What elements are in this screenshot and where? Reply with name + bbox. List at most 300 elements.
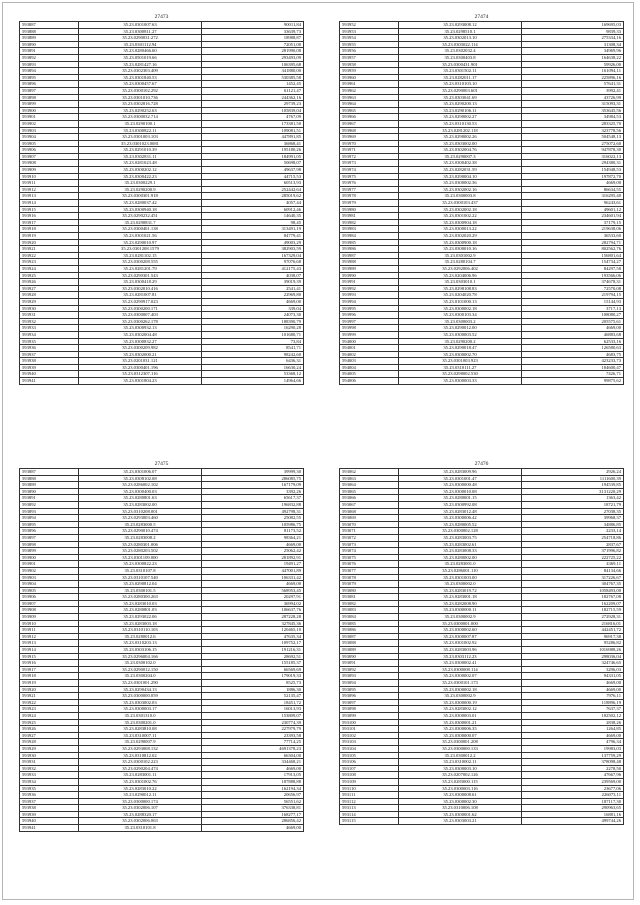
table-row <box>20 792 304 799</box>
row-code-cell: 35.23.0300301.918 <box>79 193 202 200</box>
row-id-cell: 593090 <box>340 653 399 660</box>
table-row <box>20 640 304 647</box>
table-row <box>20 331 304 338</box>
row-id-cell: 593076 <box>340 561 399 568</box>
row-code-cell: 35.23.0302020.29 <box>399 233 522 240</box>
row-id-cell: 593981 <box>340 213 399 220</box>
table-row <box>20 94 304 101</box>
row-amount-cell: 59926,00 <box>522 61 624 68</box>
row-id-cell: 593952 <box>340 22 399 29</box>
row-code-cell: 35.23.0280037.42 <box>79 200 202 207</box>
row-code-cell: 35.23.0282008.90 <box>399 600 522 607</box>
table-row <box>340 633 624 640</box>
table-row <box>340 378 624 385</box>
table-row <box>20 541 304 548</box>
row-amount-cell: 39999,30 <box>202 469 304 476</box>
row-code-cell: 35.23.0280012.6 <box>79 633 202 640</box>
table-row <box>20 358 304 365</box>
row-amount-cell: 353645,56 <box>522 107 624 114</box>
row-id-cell: 593915 <box>20 206 79 213</box>
row-amount-cell: 105839,04 <box>202 107 304 114</box>
row-id-cell: 593927 <box>20 285 79 292</box>
row-amount-cell: 14964,66 <box>202 378 304 385</box>
table-row <box>20 292 304 299</box>
row-amount-cell: 4669,00 <box>202 825 304 832</box>
table-row <box>20 693 304 700</box>
table-row <box>340 74 624 81</box>
row-id-cell: 593986 <box>340 246 399 253</box>
row-code-cell: 35.23.0280005.52 <box>399 521 522 528</box>
row-code-cell: 35.23.0310006.108 <box>399 805 522 812</box>
row-amount-cell: 244362,16 <box>202 94 304 101</box>
table-row <box>20 653 304 660</box>
row-id-cell: 593069 <box>340 515 399 522</box>
row-code-cell: 35.23.0290012.150 <box>79 666 202 673</box>
row-code-cell: 35.23.0301021.56 <box>79 233 202 240</box>
table-row <box>20 147 304 154</box>
row-id-cell: 593929 <box>20 745 79 752</box>
table-row <box>20 587 304 594</box>
row-amount-cell: 239569,00 <box>522 778 624 785</box>
table-row <box>340 600 624 607</box>
table-row <box>340 35 624 42</box>
row-amount-cell: 37179,15 <box>522 219 624 226</box>
row-amount-cell: 184991,05 <box>202 153 304 160</box>
row-code-cell: 35.23.0310007.11 <box>79 732 202 739</box>
row-amount-cell: 8541,71 <box>202 345 304 352</box>
row-code-cell: 35.23.0501019.66 <box>79 54 202 61</box>
row-code-cell: 35.23.0281102.15 <box>79 252 202 259</box>
table-row <box>20 153 304 160</box>
row-id-cell: 593920 <box>20 686 79 693</box>
row-id-cell: 593956 <box>340 48 399 55</box>
row-id-cell: 593099 <box>340 712 399 719</box>
row-id-cell: 593900 <box>20 554 79 561</box>
row-code-cell: 35.23.0301001.47 <box>399 475 522 482</box>
row-id-cell: 593905 <box>20 587 79 594</box>
row-code-cell: 35.23.0300003.52 <box>399 331 522 338</box>
row-code-cell: 35.23.0301840.53 <box>79 74 202 81</box>
table-row <box>20 521 304 528</box>
row-id-cell: 593925 <box>20 272 79 279</box>
table-row <box>20 620 304 627</box>
row-code-cell: 35.23.0300832.27 <box>79 338 202 345</box>
row-amount-cell: 105986,75 <box>202 521 304 528</box>
row-id-cell: 593086 <box>340 627 399 634</box>
row-id-cell: 593980 <box>340 206 399 213</box>
row-id-cell: 593902 <box>20 567 79 574</box>
row-amount-cell: 36994,02 <box>202 600 304 607</box>
table-row <box>20 633 304 640</box>
row-code-cell: 35.23.0300000.48 <box>399 482 522 489</box>
table-row <box>340 226 624 233</box>
row-amount-cell: 530385,58 <box>202 74 304 81</box>
table-row <box>340 153 624 160</box>
row-amount-cell: 16013,93 <box>202 706 304 713</box>
table-row <box>340 285 624 292</box>
row-code-cell: 35.23.0303112.23 <box>399 653 522 660</box>
row-id-cell: 593903 <box>20 574 79 581</box>
row-id-cell: 593940 <box>20 818 79 825</box>
row-amount-cell: 275334,16 <box>522 35 624 42</box>
row-id-cell: 593905 <box>20 140 79 147</box>
row-id-cell: 593985 <box>340 239 399 246</box>
row-id-cell: 593074 <box>340 548 399 555</box>
row-id-cell: 593897 <box>20 87 79 94</box>
row-code-cell: 35.23.0300007.87 <box>399 633 522 640</box>
row-code-cell: 35.23.0280466.60 <box>79 48 202 55</box>
row-code-cell: 35.23.0300202.12 <box>79 167 202 174</box>
row-code-cell: 35.23.0300003.2 <box>399 318 522 325</box>
table-row <box>20 600 304 607</box>
table-row <box>340 521 624 528</box>
table-row <box>20 706 304 713</box>
row-code-cell: 35.23.0280001.15 <box>399 495 522 502</box>
row-code-cell: 35.23.0283012.48 <box>399 508 522 515</box>
row-amount-cell: 4057,44 <box>202 200 304 207</box>
row-code-cell: 35.23.0301002.9 <box>399 252 522 259</box>
row-id-cell: 593965 <box>340 107 399 114</box>
row-code-cell: 35.23.0281201.79 <box>79 265 202 272</box>
row-amount-cell: 1264,85 <box>522 726 624 733</box>
row-id-cell: 593919 <box>20 233 79 240</box>
row-amount-cell: 167179,09 <box>202 482 304 489</box>
row-id-cell: 593994 <box>340 298 399 305</box>
row-id-cell: 593937 <box>20 798 79 805</box>
row-code-cell: 35.23.0290204.474 <box>79 765 202 772</box>
table-row <box>20 581 304 588</box>
row-amount-cell: 34969,96 <box>522 48 624 55</box>
row-code-cell: 35.23.0298108.83 <box>399 285 522 292</box>
row-code-cell: 35.23.0301002.92 <box>399 640 522 647</box>
row-code-cell: 35.23.0300002.128 <box>399 528 522 535</box>
row-id-cell: 593081 <box>340 594 399 601</box>
row-amount-cell: 18721,79 <box>522 501 624 508</box>
row-code-cell: 35.23.0300002.70 <box>399 351 522 358</box>
row-amount-cell: 3131220,29 <box>522 488 624 495</box>
row-amount-cell: 47635,34 <box>202 633 304 640</box>
row-id-cell: 593890 <box>20 488 79 495</box>
row-code-cell: 35.23.0290200.2 <box>399 338 522 345</box>
row-amount-cell: 154734,27 <box>522 259 624 266</box>
table-row <box>340 541 624 548</box>
table-row <box>20 469 304 476</box>
row-id-cell: 593907 <box>20 153 79 160</box>
table-row <box>340 180 624 187</box>
row-amount-cell: 106637,76 <box>202 607 304 614</box>
row-amount-cell: 27038,35 <box>522 508 624 515</box>
row-amount-cell: 109752,17 <box>202 640 304 647</box>
row-code-cell: 35.23.0310111.27 <box>399 364 522 371</box>
row-amount-cell: 4669,00 <box>522 680 624 687</box>
row-code-cell: 35.23.0310107.8 <box>79 567 202 574</box>
table-row <box>340 680 624 687</box>
row-amount-cell: 156801,64 <box>522 252 624 259</box>
row-amount-cell: 49003,29 <box>202 239 304 246</box>
row-id-cell: 593887 <box>20 22 79 29</box>
row-id-cell: 593921 <box>20 693 79 700</box>
row-id-cell: 593893 <box>20 508 79 515</box>
row-id-cell: 593932 <box>20 765 79 772</box>
row-id-cell: 593941 <box>20 825 79 832</box>
table-row <box>20 285 304 292</box>
row-id-cell: 593080 <box>340 587 399 594</box>
table-row <box>340 719 624 726</box>
row-amount-cell: 182767,08 <box>522 594 624 601</box>
row-code-cell: 35.23.0302816.728 <box>79 101 202 108</box>
table-row <box>20 246 304 253</box>
row-code-cell: 35.23.0290018.47 <box>399 345 522 352</box>
row-amount-cell: 16630,24 <box>202 364 304 371</box>
row-id-cell: 593933 <box>20 772 79 779</box>
row-id-cell: 593993 <box>340 292 399 299</box>
row-code-cell: 35.23.0300003.33 <box>399 378 522 385</box>
row-amount-cell: 6436,31 <box>202 358 304 365</box>
row-amount-cell: 281990,08 <box>202 48 304 55</box>
row-id-cell: 593911 <box>20 627 79 634</box>
row-id-cell: 593933 <box>20 325 79 332</box>
row-id-cell: 593913 <box>20 193 79 200</box>
row-amount-cell: 4669,00 <box>522 686 624 693</box>
row-code-cell: 35.23.0290200.13 <box>399 101 522 108</box>
row-code-cell: 35.23.0283002.12 <box>399 706 522 713</box>
table-row <box>20 594 304 601</box>
row-id-cell: 593073 <box>340 541 399 548</box>
row-amount-cell: 96243,61 <box>522 200 624 207</box>
row-id-cell: 593968 <box>340 127 399 134</box>
row-code-cell: 35.23.0283008.33 <box>399 548 522 555</box>
row-amount-cell: 96917,38 <box>522 633 624 640</box>
row-code-cell: 35.23.0300002.36 <box>399 180 522 187</box>
table-row <box>340 54 624 61</box>
row-id-cell: 593077 <box>340 567 399 574</box>
row-id-cell: 593922 <box>20 699 79 706</box>
row-code-cell: 35.23.0300000.059 <box>79 693 202 700</box>
records-table <box>339 21 624 385</box>
table-row <box>20 732 304 739</box>
row-code-cell: 35.23.0300457.67 <box>79 81 202 88</box>
row-id-cell: 593070 <box>340 521 399 528</box>
row-amount-cell: 62533,16 <box>522 338 624 345</box>
row-amount-cell: 184600,47 <box>522 364 624 371</box>
row-code-cell: 35.23.0290812.04 <box>79 581 202 588</box>
row-code-cell: 35.23.0301208.1579 <box>79 246 202 253</box>
row-amount-cell: 196832,88 <box>202 501 304 508</box>
row-code-cell: 35.23.0310812.02 <box>79 752 202 759</box>
row-amount-cell: 412175,43 <box>202 265 304 272</box>
row-amount-cell: 84779,41 <box>202 233 304 240</box>
table-row <box>20 127 304 134</box>
row-amount-cell: 188390,79 <box>202 318 304 325</box>
table-row <box>20 120 304 127</box>
row-id-cell: 593067 <box>340 501 399 508</box>
table-row <box>20 765 304 772</box>
table-row <box>340 48 624 55</box>
row-id-cell: 593955 <box>340 41 399 48</box>
row-code-cell: 35.23.0301002.22 <box>399 213 522 220</box>
table-row <box>20 548 304 555</box>
row-amount-cell: 197872,70 <box>522 173 624 180</box>
row-code-cell: 35.23.0310107.540 <box>79 574 202 581</box>
row-amount-cell: 316295,40 <box>522 193 624 200</box>
row-code-cell: 35.23.0204006.96 <box>399 272 522 279</box>
table-row <box>20 81 304 88</box>
row-id-cell: 593910 <box>20 620 79 627</box>
row-id-cell: 593895 <box>20 74 79 81</box>
row-amount-cell: 43726,99 <box>522 94 624 101</box>
row-amount-cell: 18988,87 <box>202 35 304 42</box>
row-amount-cell: 499744,26 <box>522 818 624 825</box>
table-row <box>20 495 304 502</box>
row-code-cell: 35.23.0201031.121 <box>79 358 202 365</box>
sheet-27474 <box>339 14 624 385</box>
row-amount-cell: 4669,00 <box>202 298 304 305</box>
row-amount-cell: 106395,68 <box>202 61 304 68</box>
row-code-cell: 35.23.0310002.11 <box>399 759 522 766</box>
row-id-cell: 593891 <box>20 48 79 55</box>
table-row <box>20 259 304 266</box>
table-row <box>20 534 304 541</box>
row-code-cell: 35.23.0207002.126 <box>399 772 522 779</box>
table-row <box>340 712 624 719</box>
table-row <box>340 305 624 312</box>
row-code-cell: 35.23.0303022.114 <box>399 41 522 48</box>
row-code-cell: 35.23.0302002.18 <box>399 206 522 213</box>
table-row <box>340 28 624 35</box>
row-id-cell: 593093 <box>340 673 399 680</box>
row-amount-cell: 4691378,23 <box>202 745 304 752</box>
row-amount-cell: 49601,12 <box>522 206 624 213</box>
row-amount-cell: 442451,72 <box>522 627 624 634</box>
table-row <box>340 587 624 594</box>
row-code-cell: 35.23.0303002.00 <box>399 140 522 147</box>
row-id-cell: 593940 <box>20 371 79 378</box>
row-amount-cell: 254718,86 <box>522 534 624 541</box>
row-code-cell: 35.23.0312307.116 <box>79 371 202 378</box>
row-code-cell: 35.23.0300000.07 <box>399 732 522 739</box>
row-amount-cell: 1452,45 <box>202 81 304 88</box>
row-code-cell: 35.23.0300262.178 <box>79 318 202 325</box>
row-amount-cell: 195180,26 <box>202 147 304 154</box>
row-amount-cell: 169695,03 <box>522 22 624 29</box>
row-id-cell: 593941 <box>20 378 79 385</box>
table-row <box>340 614 624 621</box>
row-id-cell: 593920 <box>20 239 79 246</box>
table-row <box>20 180 304 187</box>
row-amount-cell: 24073,30 <box>202 312 304 319</box>
row-amount-cell: 23677,06 <box>522 785 624 792</box>
row-amount-cell: 252442,64 <box>202 186 304 193</box>
row-code-cell: 35.23.0301112.94 <box>79 41 202 48</box>
row-id-cell: 593971 <box>340 147 399 154</box>
row-amount-cell: 66304,00 <box>202 752 304 759</box>
row-id-cell: 593089 <box>340 647 399 654</box>
table-row <box>340 534 624 541</box>
row-amount-cell: 29739,23 <box>202 101 304 108</box>
row-amount-cell: 568953,45 <box>202 587 304 594</box>
row-amount-cell: 98364,21 <box>202 534 304 541</box>
row-id-cell: 593962 <box>340 87 399 94</box>
sheet-27476 <box>339 461 624 825</box>
row-code-cell: 35.23.0290004.10 <box>399 173 522 180</box>
row-amount-cell: 34886,85 <box>522 521 624 528</box>
table-row <box>20 371 304 378</box>
row-code-cell: 35.23.0283001.11 <box>79 772 202 779</box>
row-amount-cell: 31308,34 <box>522 41 624 48</box>
row-amount-cell: 161094,11 <box>522 68 624 75</box>
row-id-cell: 593914 <box>20 200 79 207</box>
row-amount-cell: 323778,56 <box>522 127 624 134</box>
row-code-cell: 35.23.0303010.1 <box>399 279 522 286</box>
row-id-cell: 593094 <box>340 680 399 687</box>
table-row <box>20 666 304 673</box>
table-row <box>340 554 624 561</box>
table-row <box>340 778 624 785</box>
sheet-title: 27475 <box>154 461 169 467</box>
row-amount-cell: 2278,50 <box>522 765 624 772</box>
table-row <box>20 272 304 279</box>
row-id-cell: 593978 <box>340 193 399 200</box>
row-id-cell: 593100 <box>340 719 399 726</box>
row-id-cell: 593990 <box>340 272 399 279</box>
row-id-cell: 593924 <box>20 712 79 719</box>
row-id-cell: 593914 <box>20 647 79 654</box>
table-row <box>340 338 624 345</box>
row-code-cell: 35.23.0300811.27 <box>79 28 202 35</box>
table-row <box>340 120 624 127</box>
row-id-cell: 593904 <box>20 581 79 588</box>
row-id-cell: 593953 <box>340 28 399 35</box>
row-code-cell: 35.23.0300010.16 <box>399 246 522 253</box>
row-id-cell: 593904 <box>20 134 79 141</box>
table-row <box>20 508 304 515</box>
row-amount-cell: 153809,07 <box>202 712 304 719</box>
table-row <box>340 272 624 279</box>
row-amount-cell: 118896,19 <box>522 699 624 706</box>
table-row <box>20 325 304 332</box>
table-row <box>340 765 624 772</box>
row-amount-cell: 81173,52 <box>202 528 304 535</box>
row-id-cell: 593909 <box>20 167 79 174</box>
table-row <box>340 318 624 325</box>
row-amount-cell: 225896,16 <box>522 74 624 81</box>
table-row <box>20 528 304 535</box>
row-code-cell: 35.23.0280301.006 <box>79 541 202 548</box>
row-id-cell: 593967 <box>340 120 399 127</box>
row-id-cell: 593893 <box>20 61 79 68</box>
row-id-cell: 593078 <box>340 574 399 581</box>
table-row <box>20 213 304 220</box>
row-code-cell: 35.23.0280002.00 <box>399 554 522 561</box>
table-row <box>340 246 624 253</box>
row-amount-cell: 4767,09 <box>202 114 304 121</box>
row-code-cell: 35.23.0300003.116 <box>399 785 522 792</box>
row-code-cell: 35.23.0283009.96 <box>399 469 522 476</box>
table-row <box>20 574 304 581</box>
table-row <box>340 640 624 647</box>
row-code-cell: 35.23.0300003.01 <box>399 712 522 719</box>
row-id-cell: 593890 <box>20 41 79 48</box>
table-row <box>20 673 304 680</box>
row-code-cell: 35.23.0302831.11 <box>79 153 202 160</box>
row-id-cell: 593925 <box>20 719 79 726</box>
table-row <box>20 805 304 812</box>
table-row <box>340 548 624 555</box>
row-amount-cell: 504548,13 <box>522 134 624 141</box>
table-row <box>340 107 624 114</box>
row-id-cell: 593104 <box>340 745 399 752</box>
row-id-cell: 593889 <box>20 35 79 42</box>
